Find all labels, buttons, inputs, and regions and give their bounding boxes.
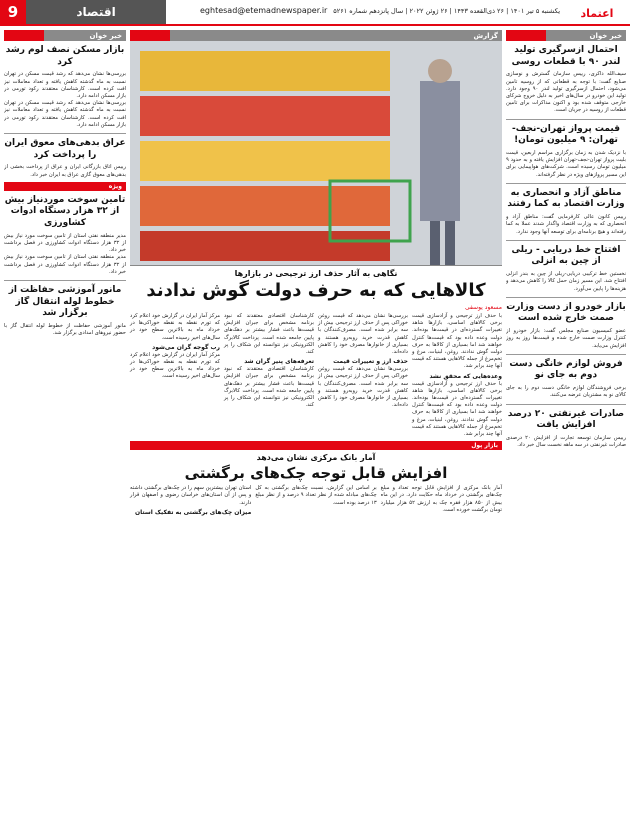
news-body: نخستین خط ترکیبی دریایی-ریلی از چین به بندر انزلی افتتاح شد. این مسیر زمان حمل کالا را کاهش می‌دهد و هزینه‌ها را پایین می‌آورد. — [506, 271, 626, 292]
news-body: رییس کانون عالی کارفرمایی گفت: مناطق آزاد و انحصاری که به وزارت اقتصاد واگذار شدند عملا به کما رفته‌اند و هیچ برنامه‌ای برای توسعه آنها وجود ندارد. — [506, 214, 626, 235]
news-body: مانور آموزشی حفاظت از خطوط لوله انتقال گاز با حضور نیروهای امدادی برگزار شد. — [4, 323, 126, 337]
article-subhead: حذف ارز و تغییرات قیمت — [333, 358, 408, 366]
news-body: عضو کمیسیون صنایع مجلس گفت: بازار خودرو از کنترل وزارت صمت خارج شده و قیمت‌ها روز به روز افزایش می‌یابد. — [506, 328, 626, 349]
news-title: تامین سوخت موردنیاز بیش از ۳۲ هزار دستگاه ادوات کشاورزی — [4, 194, 126, 229]
article-text: بررسی‌ها نشان می‌دهد که قیمت روغن خوراکی پس از حذف ارز ترجیحی بیش از سه برابر شده است. مصرف‌کنندگان با کاهش قدرت خرید روبه‌رو هستند و بسیاری از خانوارها مصرف خود را کاهش داده‌اند. — [318, 313, 408, 356]
article-text: با حذف ارز ترجیحی و آزادسازی قیمت برخی کالاهای اساسی، بازارها شاهد تغییرات گسترده‌ای در قیمت‌ها بوده‌اند. دولت وعده داده بود که قیمت‌ها کنترل خواهند شد اما بسیاری از کالاها به حرف دولت گوش ندادند. روغن، لبنیات، مرغ و تخم‌مرغ از جمله کالاهایی هستند که قیمت آنها چند برابر شد. — [412, 380, 502, 438]
left-column — [4, 30, 126, 816]
news-title: مناطق آزاد و انحصاری به وزارت اقتصاد به کما رفتند — [507, 187, 625, 210]
page-header — [0, 0, 630, 26]
news-body: سیف‌الله ذاکری، رییس سازمان گسترش و نوسازی صنایع گفت: با توجه به قطعاتی که از روسیه تامین می‌شود، احتمال ازسرگیری تولید لندر ۹۰ وجود دارد. تولید این خودرو در سال‌های اخیر به دلیل خروج شرکای خارجی متوقف شده بود و اکنون مذاکرات برای تامین قطعات از روسیه در جریان است. — [506, 71, 626, 114]
news-body: بررسی‌ها نشان می‌دهد که رشد قیمت مسکن در تهران نسبت به ماه گذشته کاهش یافته و تعداد معاملات نیز افت کرده است. کارشناسان معتقدند رکود تورمی در بازار مسکن ادامه دارد. — [4, 100, 126, 128]
section-label: اقتصاد — [26, 0, 166, 24]
headline-kicker: نگاهی به آثار حذف ارز ترجیحی در بازارها — [234, 269, 398, 278]
article-text: استان تهران بیشترین سهم را در چک‌های برگشتی داشته و پس از آن استان‌های خراسان رضوی و اصفهان قرار دارند. — [130, 485, 252, 506]
article-text: مرکز آمار ایران در گزارش خود اعلام کرد که تورم نقطه به نقطه خوراکی‌ها در خرداد ماه به بالاترین سطح خود در سال‌های اخیر رسیده است. — [130, 351, 220, 380]
article-subhead: میزان چک‌های برگشتی به تفکیک استان — [135, 508, 252, 516]
main-tag: گزارش — [130, 30, 502, 41]
news-title: عراق بدهی‌های معوق ایران را پرداخت کرد — [4, 138, 126, 160]
article-text: مرکز آمار ایران در گزارش خود اعلام کرد که تورم نقطه به نقطه خوراکی‌ها در خرداد ماه به بالاترین سطح خود در سال‌های اخیر رسیده است. — [130, 313, 220, 341]
news-title: مانور آموزشی حفاظت از خطوط لوله انتقال گاز برگزار شد — [8, 285, 122, 319]
news-body: رییس سازمان توسعه تجارت از افزایش ۲۰ درصدی صادرات غیرنفتی در سه ماهه نخست سال خبر داد. — [506, 434, 626, 449]
shopping-photo-icon — [130, 41, 502, 266]
sub-article-tag: بازار پول — [130, 441, 502, 450]
sub-kicker: آمار بانک مرکزی نشان می‌دهد — [256, 453, 376, 463]
main-article — [130, 30, 502, 517]
byline: مسعود یوسفی — [465, 304, 502, 311]
left-column-tag: خبر خوان — [4, 30, 126, 41]
news-title: قیمت پرواز تهران-نجف-تهران: ۹ میلیون تومان! — [512, 123, 620, 146]
article-photo — [130, 41, 502, 266]
left-special-tag: ویژه — [4, 182, 126, 191]
page-number: 9 — [0, 0, 26, 24]
dateline: یکشنبه ۵ تیر ۱۴۰۱ | ۲۶ ذی‌القعده ۱۴۴۳ | ۲۶ ژوئن ۲۰۲۲ | سال پانزدهم شماره ۵۲۶۱ — [333, 7, 560, 15]
news-body: بررسی‌ها نشان می‌دهد که رشد قیمت مسکن در تهران نسبت به ماه گذشته کاهش یافته و تعداد معاملات نیز افت کرده است. کارشناسان معتقدند رکود تورمی در بازار مسکن ادامه دارد. — [4, 71, 126, 99]
news-title: افتتاح خط دریایی - ریلی از چین به انزلی — [511, 244, 621, 267]
news-title: صادرات غیرنفتی ۲۰ درصد افزایش یافت — [507, 408, 625, 431]
news-title: بازار مسکن نصف لوم رشد کرد — [5, 45, 125, 67]
news-body: برخی فروشندگان لوازم خانگی دست دوم را به جای کالای نو به مشتریان عرضه می‌کنند. — [506, 385, 626, 399]
article-columns — [130, 313, 502, 438]
logo-icon — [568, 4, 626, 22]
news-body: مدیر منطقه نفتی استان از تامین سوخت مورد نیاز بیش از ۳۲ هزار دستگاه ادوات کشاورزی در فصل برداشت خبر داد. — [4, 232, 126, 254]
article-subhead: تعرفه‌های پنیر گران شد — [244, 358, 314, 366]
news-title: احتمال ازسرگیری تولید لندر ۹۰ با قطعات روسی — [511, 45, 621, 67]
news-title: فروش لوازم خانگی دست دوم به جای نو — [509, 358, 623, 381]
news-title: بازار خودرو از دست وزارت صمت خارج شده است — [506, 301, 626, 324]
article-text: کارشناسان اقتصادی معتقدند که نبود برنامه مشخص برای جبران افزایش قیمت‌ها باعث فشار بیشتر بر دهک‌های پایین جامعه شده است. پرداخت کالابرگ الکترونیکی نیز نتوانسته این شکاف را پر کند. — [224, 366, 314, 409]
article-text: بررسی‌ها نشان می‌دهد که قیمت روغن خوراکی پس از حذف ارز ترجیحی بیش از سه برابر شده است. مصرف‌کنندگان با کاهش قدرت خرید روبه‌رو هستند و بسیاری از خانوارها مصرف خود را کاهش داده‌اند. — [318, 366, 408, 409]
news-body: با نزدیک شدن به زمان برگزاری مراسم اربعین، قیمت بلیت پرواز تهران-نجف-تهران افزایش یافته و به حدود ۹ میلیون تومان رسیده است. شرکت‌های هواپیمایی برای این مسیر پروازهای ویژه در نظر گرفته‌اند. — [506, 149, 626, 178]
right-column — [506, 30, 626, 816]
article-subhead: رب گوجه گران می‌شود — [152, 343, 220, 351]
article-text: آمار بانک مرکزی از افزایش قابل توجه تعداد و مبلغ چک‌های برگشتی در خرداد ماه حکایت دارد. در این ماه بیش از ۸۵۰ هزار فقره چک به ارزش ۵۲ هزار میلیارد تومان برگشت خورده است. — [380, 485, 503, 513]
sub-headline[interactable]: افزایش قابل توجه چک‌های برگشتی — [184, 464, 448, 483]
article-text: با حذف ارز ترجیحی و آزادسازی قیمت برخی کالاهای اساسی، بازارها شاهد تغییرات گسترده‌ای در قیمت‌ها بوده‌اند. دولت وعده داده بود که قیمت‌ها کنترل خواهند شد اما بسیاری از کالاها به حرف دولت گوش ندادند. روغن، لبنیات، مرغ و تخم‌مرغ از جمله کالاهایی هستند که قیمت آنها چند برابر شد. — [412, 313, 502, 370]
article-text: بر اساس این گزارش، نسبت چک‌های برگشتی به کل چک‌های مبادله شده از نظر تعداد ۹ درصد و از نظر مبلغ ۱۳ درصد بوده است. — [255, 485, 377, 506]
article-text: کارشناسان اقتصادی معتقدند که نبود برنامه مشخص برای جبران افزایش قیمت‌ها باعث فشار بیشتر بر دهک‌های پایین جامعه شده است. پرداخت کالابرگ الکترونیکی نیز نتوانسته این شکاف را پر کند. — [224, 313, 314, 356]
right-column-tag: خبر خوان — [506, 30, 626, 41]
news-body: مدیر منطقه نفتی استان از تامین سوخت مورد نیاز بیش از ۳۲ هزار دستگاه ادوات کشاورزی در فصل برداشت خبر داد. — [4, 254, 126, 275]
article-subhead: وعده‌هایی که محقق نشد — [429, 372, 502, 380]
news-body: رییس اتاق بازرگانی ایران و عراق از پرداخت بخشی از بدهی‌های معوق گازی عراق به ایران خبر داد. — [4, 164, 126, 178]
newspaper-logo — [568, 4, 626, 22]
article-headline[interactable]: کالاهایی که به حرف دولت گوش ندادند — [146, 280, 486, 301]
contact-email[interactable]: eghtesad@etemadnewspaper.ir — [200, 6, 328, 15]
sub-article-columns — [130, 485, 502, 517]
logo-text: اعتماد — [580, 7, 614, 20]
